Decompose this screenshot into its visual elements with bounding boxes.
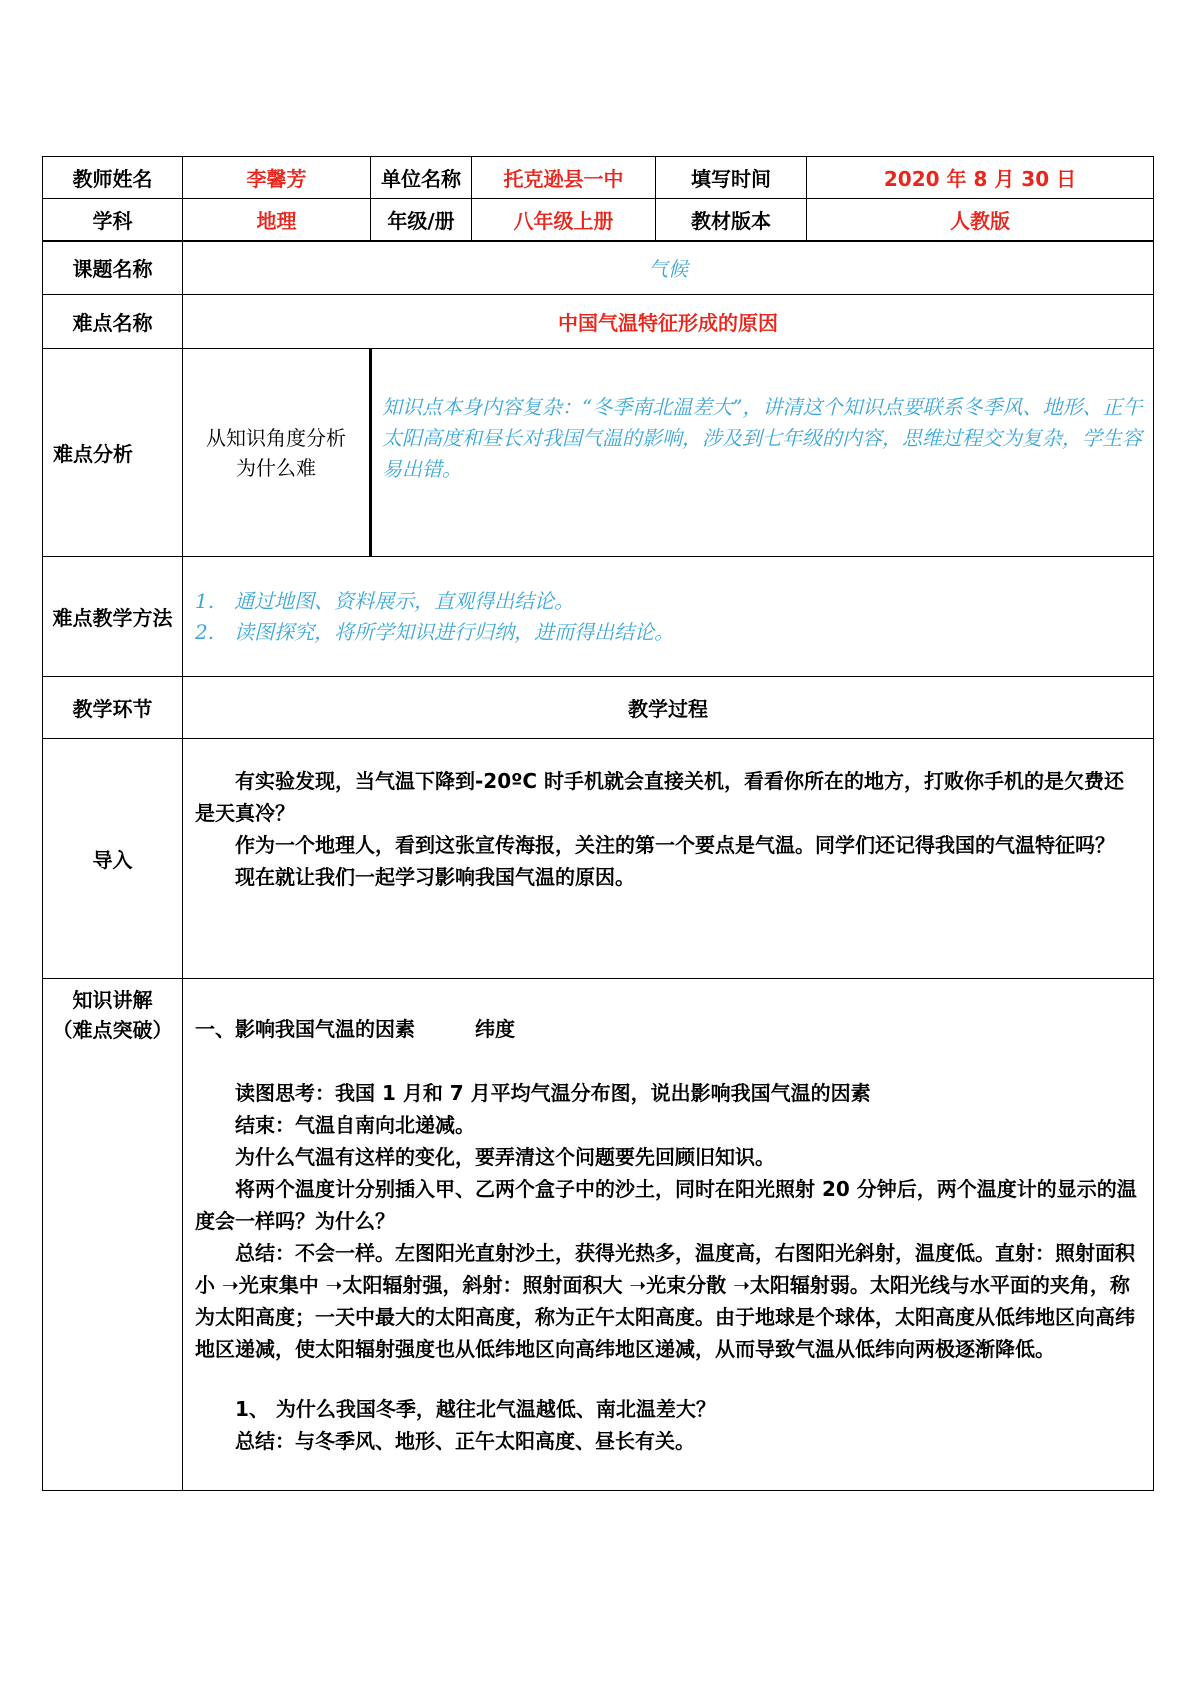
intro-paragraph: 作为一个地理人，看到这张宣传海报，关注的第一个要点是气温。同学们还记得我国的气温特征吗？ bbox=[235, 833, 1115, 857]
topic-label: 课题名称 bbox=[43, 241, 183, 295]
knowledge-paragraph: 为什么气温有这样的变化，要弄清这个问题要先回顾旧知识。 bbox=[235, 1145, 775, 1169]
knowledge-label-line2: （难点突破） bbox=[52, 1018, 173, 1042]
difficulty-row bbox=[43, 295, 1154, 349]
unit-label: 单位名称 bbox=[371, 157, 472, 199]
knowledge-paragraph: 读图思考：我国 1 月和 7 月平均气温分布图，说出影响我国气温的因素 bbox=[235, 1081, 871, 1105]
method-item: 2. 读图探究，将所学知识进行归纳，进而得出结论。 bbox=[195, 619, 675, 644]
grade-value: 八年级上册 bbox=[472, 199, 656, 241]
lesson-plan-table bbox=[42, 156, 1154, 1491]
unit-value: 托克逊县一中 bbox=[472, 157, 656, 199]
knowledge-paragraph: 结束：气温自南向北递减。 bbox=[235, 1113, 475, 1137]
intro-row bbox=[43, 739, 1154, 979]
subject-label: 学科 bbox=[43, 199, 183, 241]
analysis-label: 难点分析 bbox=[43, 349, 183, 557]
knowledge-label bbox=[43, 979, 183, 1491]
date-value: 2020 年 8 月 30 日 bbox=[807, 157, 1154, 199]
analysis-text: 知识点本身内容复杂：“冬季南北温差大”，讲清这个知识点要联系冬季风、地形、正午太阳高度和昼长对我国气温的影响，涉及到七年级的内容，思维过程交为复杂，学生容易出错。 bbox=[371, 349, 1154, 557]
knowledge-content bbox=[183, 979, 1154, 1491]
lesson-plan bbox=[42, 156, 1153, 1491]
analysis-sub-label: 从知识角度分析为什么难 bbox=[183, 349, 371, 557]
methods-label: 难点教学方法 bbox=[43, 557, 183, 677]
difficulty-label: 难点名称 bbox=[43, 295, 183, 349]
intro-content bbox=[183, 739, 1154, 979]
knowledge-summary: 总结：与冬季风、地形、正午太阳高度、昼长有关。 bbox=[235, 1429, 695, 1453]
header-row-1 bbox=[43, 157, 1154, 199]
edition-label: 教材版本 bbox=[656, 199, 807, 241]
knowledge-row bbox=[43, 979, 1154, 1491]
methods-list bbox=[183, 557, 1154, 677]
header-row-2 bbox=[43, 199, 1154, 241]
intro-label: 导入 bbox=[43, 739, 183, 979]
methods-row bbox=[43, 557, 1154, 677]
teacher-label: 教师姓名 bbox=[43, 157, 183, 199]
method-item: 1. 通过地图、资料展示，直观得出结论。 bbox=[195, 588, 575, 613]
grade-label: 年级/册 bbox=[371, 199, 472, 241]
date-label: 填写时间 bbox=[656, 157, 807, 199]
process-label: 教学过程 bbox=[183, 677, 1154, 739]
analysis-row bbox=[43, 349, 1154, 557]
process-stage-label: 教学环节 bbox=[43, 677, 183, 739]
teacher-value: 李馨芳 bbox=[183, 157, 371, 199]
knowledge-question: 1、 为什么我国冬季，越往北气温越低、南北温差大？ bbox=[235, 1397, 716, 1421]
topic-value: 气候 bbox=[183, 241, 1154, 295]
knowledge-label-line1: 知识讲解 bbox=[72, 988, 153, 1012]
knowledge-heading: 一、影响我国气温的因素 纬度 bbox=[195, 1017, 515, 1041]
knowledge-paragraph: 总结：不会一样。左图阳光直射沙土，获得光热多，温度高，右图阳光斜射，温度低。直射：照射面积小 ➝光束集中 ➝太阳辐射强，斜射：照射面积大 ➝光束分散 ➝太阳辐射弱。太阳光线与水平面的夹角，称为太阳高度；一天中最大的太阳高度，称为正午太阳高度。由于地球是个球体，太阳高度从低纬地区向高纬地区递减，使太阳辐射强度也从低纬地区向高纬地区递减，从而导致气温从低纬向两极逐渐降低。 bbox=[195, 1241, 1135, 1361]
intro-paragraph: 现在就让我们一起学习影响我国气温的原因。 bbox=[235, 865, 635, 889]
knowledge-paragraph: 将两个温度计分别插入甲、乙两个盒子中的沙土，同时在阳光照射 20 分钟后，两个温度计的显示的温度会一样吗？为什么？ bbox=[195, 1177, 1137, 1233]
process-header-row bbox=[43, 677, 1154, 739]
difficulty-value: 中国气温特征形成的原因 bbox=[183, 295, 1154, 349]
edition-value: 人教版 bbox=[807, 199, 1154, 241]
subject-value: 地理 bbox=[183, 199, 371, 241]
intro-paragraph: 有实验发现，当气温下降到-20ºC 时手机就会直接关机，看看你所在的地方，打败你手机的是欠费还是天真冷？ bbox=[195, 769, 1125, 825]
topic-row bbox=[43, 241, 1154, 295]
